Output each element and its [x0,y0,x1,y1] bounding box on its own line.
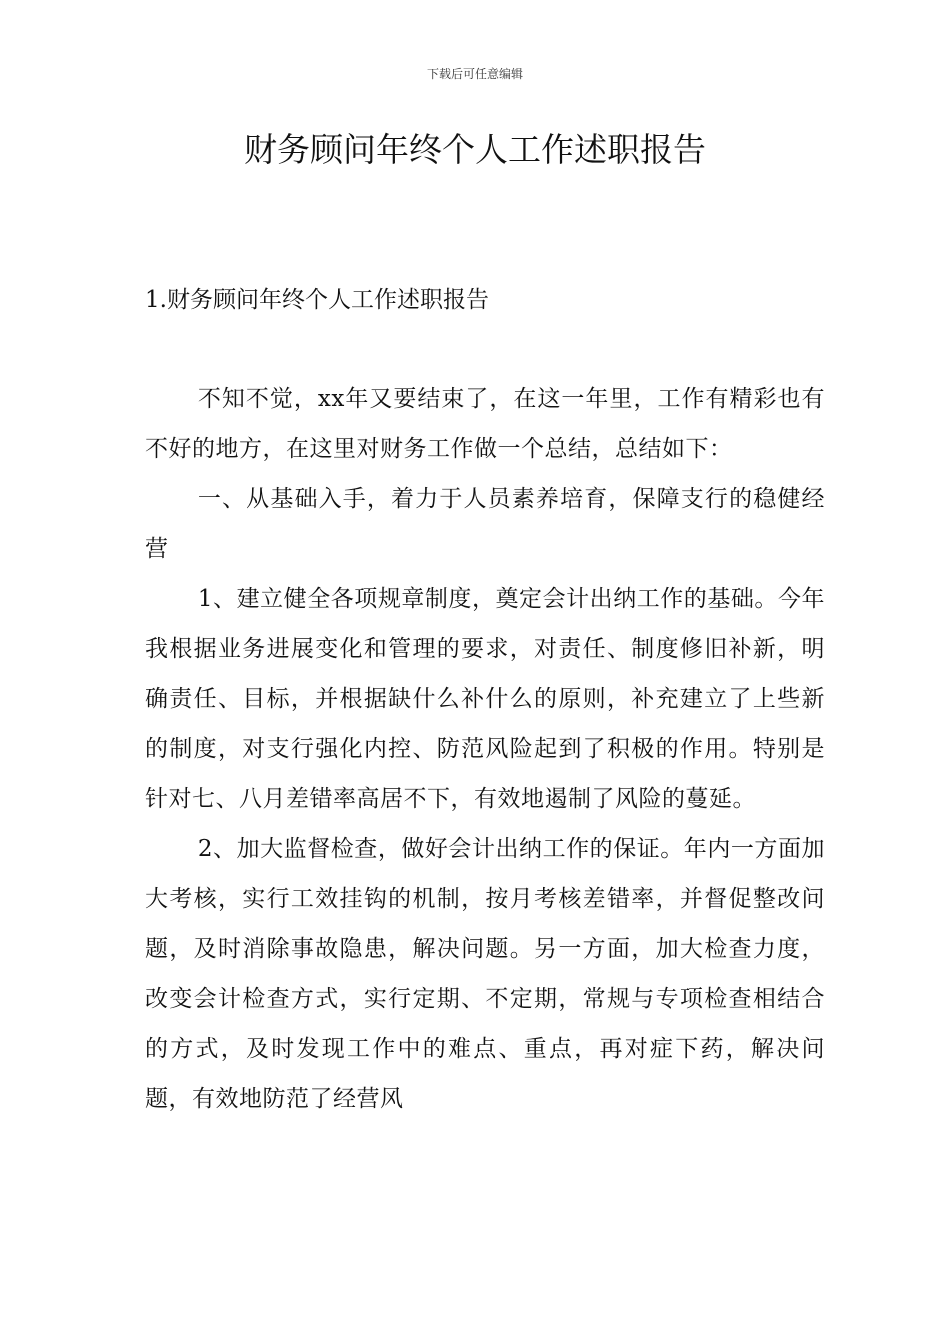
paragraph-item-two: 2、加大监督检查，做好会计出纳工作的保证。年内一方面加大考核，实行工效挂钩的机制，按月考核差错率，并督促整改问题，及时消除事故隐患，解决问题。另一方面，加大检查力度，改变会计检查方式，实行定期、不定期，常规与专项检查相结合的方式，及时发现工作中的难点、重点，再对症下药，解决问题，有效地防范了经营风 [145,836,825,1112]
document-body [145,374,825,1124]
document-title: 财务顾问年终个人工作述职报告 [244,130,706,169]
paragraph-item-one: 1、建立健全各项规章制度，奠定会计出纳工作的基础。今年我根据业务进展变化和管理的要求，对责任、制度修旧补新，明确责任、目标，并根据缺什么补什么的原则，补充建立了上些新的制度，对支行强化内控、防范风险起到了积极的作用。特别是针对七、八月差错率高居不下，有效地遏制了风险的蔓延。 [145,586,825,812]
paragraph-intro: 不知不觉，xx年又要结束了，在这一年里，工作有精彩也有不好的地方，在这里对财务工作做一个总结，总结如下： [145,386,825,462]
section-heading: 1.财务顾问年终个人工作述职报告 [145,287,489,313]
header-note: 下载后可任意编辑 [426,67,523,81]
paragraph-section-one-heading: 一、从基础入手，着力于人员素养培育，保障支行的稳健经营 [145,486,825,562]
